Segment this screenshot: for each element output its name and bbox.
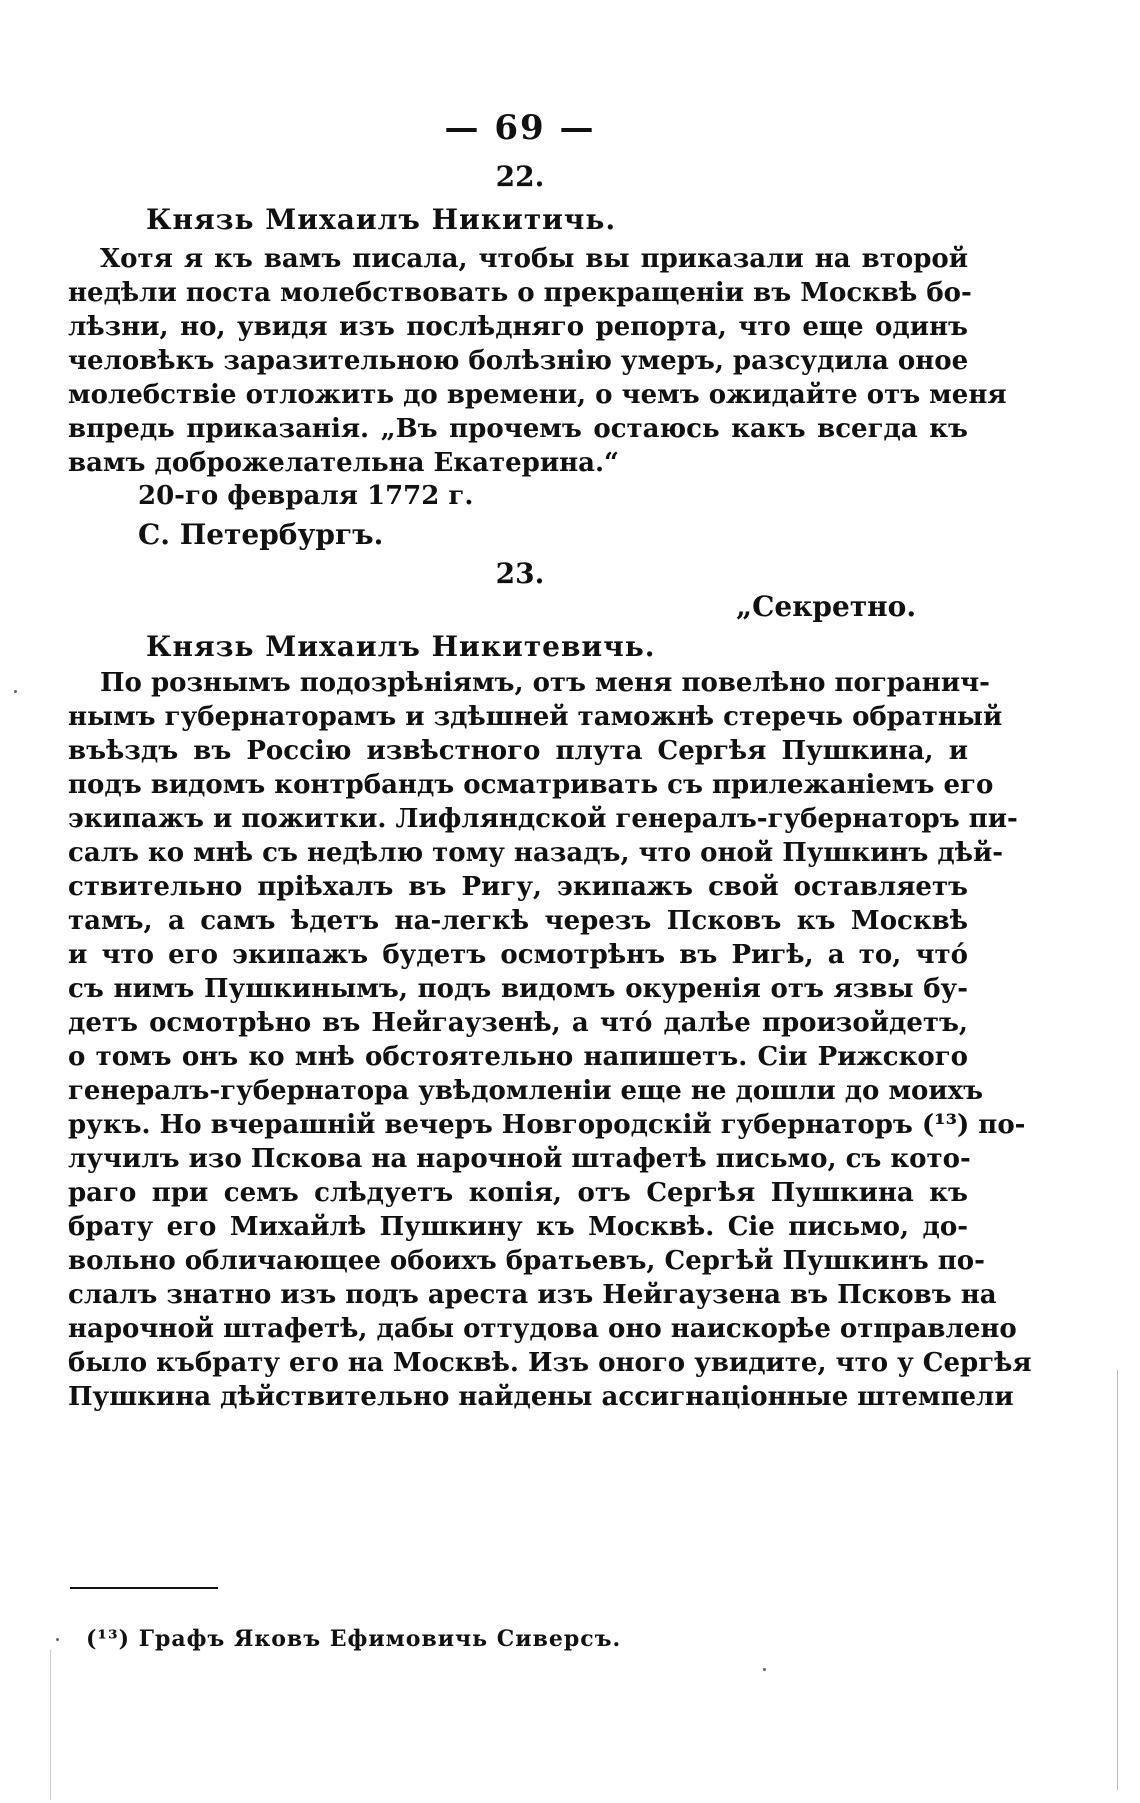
letter-23-line-13: генералъ-губернатора увѣдомленiи еще не дошли до моихъ — [68, 1076, 984, 1106]
letter-23-line-6: салъ ко мнѣ съ недѣлю тому назадъ, что оной Пушкинъ дѣй- — [68, 838, 1004, 868]
letter-number-23: 23. — [495, 557, 545, 590]
letter-23-line-3: въѣздъ въ Россiю извѣстного плута Сергѣя Пушкина, и — [68, 736, 968, 766]
footnote-rule — [70, 1587, 218, 1589]
letter-23-line-5: экипажъ и пожитки. Лифляндской генералъ-губернаторъ пи- — [68, 804, 1018, 834]
letter-23-line-12: о томъ онъ ко мнѣ обстоятельно напишетъ. Сiи Рижского — [68, 1042, 968, 1072]
letter-23-address: Князь Михаилъ Никитевичь. — [146, 630, 656, 663]
letter-22-line-6: впредь приказанiя. „Въ прочемъ остаюсь какъ всегда къ — [68, 414, 968, 444]
letter-22-place: С. Петербургъ. — [138, 518, 384, 551]
letter-23-line-1: По рознымъ подозрѣнiямъ, отъ меня повелѣно погранич- — [100, 668, 990, 698]
letter-23-line-21: было къбрату его на Москвѣ. Изъ оного увидите, что у Сергѣя — [68, 1348, 1032, 1378]
letter-22-line-7: вамъ доброжелательна Екатерина.“ — [68, 448, 620, 478]
letter-23-line-15: лучилъ изо Пскова на нарочной штафетѣ письмо, съ кото- — [68, 1144, 971, 1174]
scan-speck — [56, 1638, 59, 1641]
letter-23-line-22: Пушкина дѣйствительно найдены ассигнацiонные штемпели — [68, 1382, 1014, 1412]
scan-edge-line — [1117, 1370, 1118, 1790]
letter-23-line-16: раго при семъ слѣдуетъ копiя, отъ Сергѣя Пушкина къ — [68, 1178, 968, 1208]
letter-22-line-5: молебствiе отложить до времени, о чемъ ожидайте отъ меня — [68, 380, 1007, 410]
letter-22-line-1: Хотя я къ вамъ писала, чтобы вы приказали на второй — [100, 244, 968, 274]
page-number: — 69 — — [444, 108, 596, 148]
scan-speck — [14, 690, 17, 693]
letter-23-secret-mark: „Секретно. — [736, 590, 917, 623]
letter-23-line-7: ствительно прiѣхалъ въ Ригу, экипажъ свой оставляетъ — [68, 872, 968, 902]
scan-speck — [763, 1668, 766, 1671]
letter-23-line-11: детъ осмотрѣно въ Нейгаузенѣ, а чтó далѣе произойдетъ, — [68, 1008, 968, 1038]
letter-23-line-20: нарочной штафетѣ, дабы оттудова оно наискорѣе отправлено — [68, 1314, 1017, 1344]
letter-23-line-8: тамъ, а самъ ѣдетъ на-легкѣ черезъ Псковъ къ Москвѣ — [68, 906, 968, 936]
letter-23-line-2: нымъ губернаторамъ и здѣшней таможнѣ стеречь обратный — [68, 702, 1003, 732]
letter-23-line-17: брату его Михайлѣ Пушкину къ Москвѣ. Сiе письмо, до- — [68, 1212, 968, 1242]
scan-edge-line-left — [50, 1650, 51, 1800]
letter-23-line-10: съ нимъ Пушкинымъ, подъ видомъ окуренiя отъ язвы бу- — [68, 974, 968, 1004]
letter-22-date: 20-го февраля 1772 г. — [138, 481, 474, 511]
letter-22-line-4: человѣкъ заразительною болѣзнiю умеръ, разсудила оное — [68, 346, 969, 376]
letter-23-line-18: вольно обличающее обоихъ братьевъ, Сергѣй Пушкинъ по- — [68, 1246, 985, 1276]
footnote: (¹³) Графъ Яковъ Ефимовичь Сиверсъ. — [86, 1626, 622, 1652]
letter-23-line-14: рукъ. Но вчерашнiй вечеръ Новгородскiй губернаторъ (¹³) по- — [68, 1110, 1026, 1140]
letter-number-22: 22. — [495, 160, 545, 193]
letter-23-line-4: подъ видомъ контрбандъ осматривать съ прилежанiемъ его — [68, 770, 994, 800]
letter-22-address: Князь Михаилъ Никитичь. — [146, 203, 617, 236]
letter-22-line-2: недѣли поста молебствовать о прекращенiи въ Москвѣ бо- — [68, 278, 972, 308]
letter-23-line-9: и что его экипажъ будетъ осмотрѣнъ въ Ригѣ, а то, чтó — [68, 940, 968, 970]
letter-23-line-19: слалъ знатно изъ подъ ареста изъ Нейгаузена въ Псковъ на — [68, 1280, 997, 1310]
letter-22-line-3: лѣзни, но, увидя изъ послѣдняго репорта, что еще одинъ — [68, 312, 968, 342]
